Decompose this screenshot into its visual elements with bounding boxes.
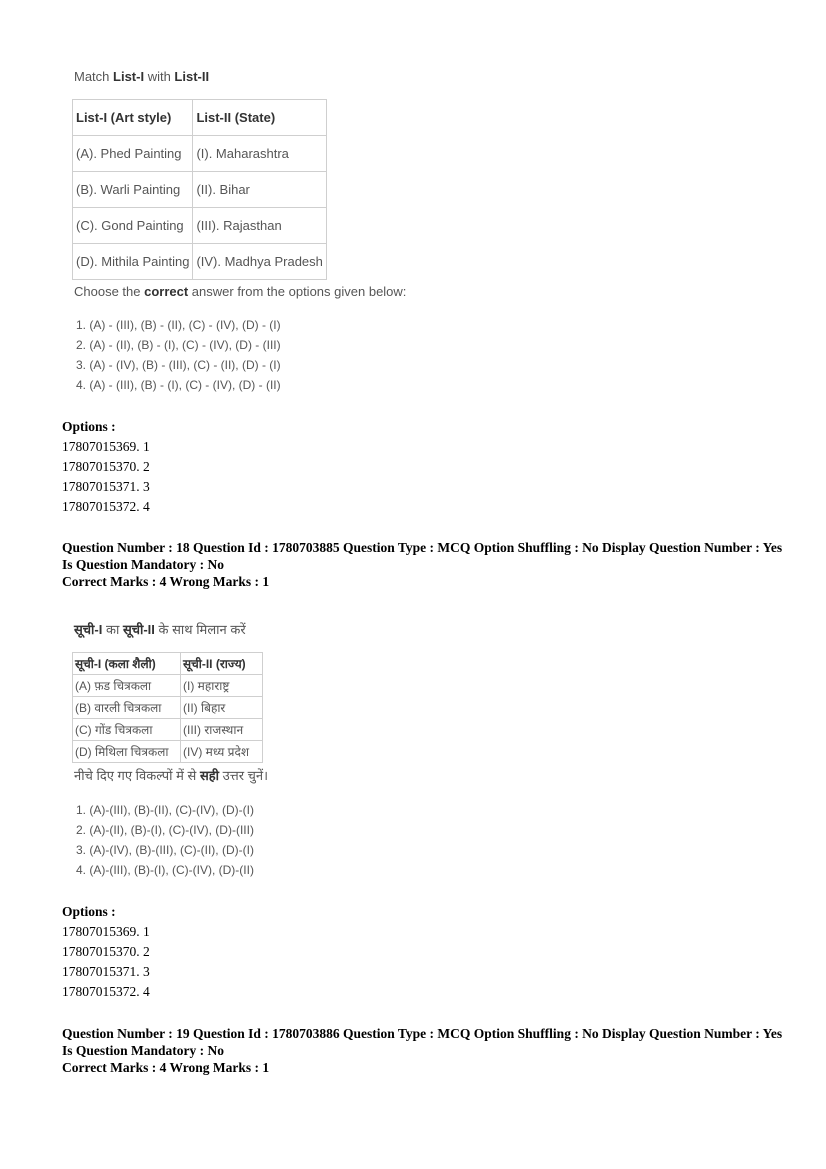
option-id-item: 17807015369. 1 bbox=[62, 924, 150, 939]
table-row bbox=[73, 697, 263, 719]
question-18-match-table bbox=[72, 652, 263, 763]
table-header-cell: सूची-II (राज्य) bbox=[181, 653, 263, 675]
answer-choice: 3. (A) - (IV), (B) - (III), (C) - (II), (D) - (I) bbox=[76, 358, 281, 372]
question-19-meta bbox=[62, 1025, 802, 1076]
answer-choice: 2. (A)-(II), (B)-(I), (C)-(IV), (D)-(III) bbox=[76, 823, 254, 837]
table-row bbox=[73, 208, 327, 244]
table-cell: (A) फ़ड चित्रकला bbox=[73, 675, 181, 697]
table-cell: (III). Rajasthan bbox=[193, 208, 326, 244]
answer-choice: 4. (A)-(III), (B)-(I), (C)-(IV), (D)-(II) bbox=[76, 863, 254, 877]
table-cell: (II). Bihar bbox=[193, 172, 326, 208]
table-cell: (D) मिथिला चित्रकला bbox=[73, 741, 181, 763]
question-mandatory: Is Question Mandatory : No bbox=[62, 557, 225, 572]
options-block bbox=[62, 902, 150, 1002]
table-row bbox=[73, 675, 263, 697]
question-marks: Correct Marks : 4 Wrong Marks : 1 bbox=[62, 574, 270, 589]
table-cell: (IV). Madhya Pradesh bbox=[193, 244, 326, 280]
table-header-row bbox=[73, 100, 327, 136]
table-row bbox=[73, 172, 327, 208]
answer-choice: 2. (A) - (II), (B) - (I), (C) - (IV), (D) - (III) bbox=[76, 338, 281, 352]
question-header: Question Number : 18 Question Id : 1780703885 Question Type : MCQ Option Shuffling : No Display Question Number : Yes bbox=[62, 540, 783, 555]
table-row bbox=[73, 741, 263, 763]
question-18-instruction: नीचे दिए गए विकल्पों में से सही उत्तर चुनें। bbox=[74, 768, 269, 783]
table-cell: (C) गोंड चित्रकला bbox=[73, 719, 181, 741]
table-header-cell: सूची-I (कला शैली) bbox=[73, 653, 181, 675]
question-marks: Correct Marks : 4 Wrong Marks : 1 bbox=[62, 1060, 270, 1075]
table-row bbox=[73, 136, 327, 172]
option-id-item: 17807015372. 4 bbox=[62, 499, 150, 514]
question-18-meta bbox=[62, 539, 802, 590]
question-17-instruction: Choose the correct answer from the options given below: bbox=[74, 284, 407, 299]
option-id-item: 17807015369. 1 bbox=[62, 439, 150, 454]
question-18-answer-choices bbox=[76, 800, 254, 880]
question-mandatory: Is Question Mandatory : No bbox=[62, 1043, 225, 1058]
table-cell: (I) महाराष्ट्र bbox=[181, 675, 263, 697]
option-id-item: 17807015370. 2 bbox=[62, 459, 150, 474]
table-cell: (C). Gond Painting bbox=[73, 208, 193, 244]
table-row bbox=[73, 244, 327, 280]
table-cell: (A). Phed Painting bbox=[73, 136, 193, 172]
option-id-item: 17807015371. 3 bbox=[62, 479, 150, 494]
answer-choice: 1. (A)-(III), (B)-(II), (C)-(IV), (D)-(I) bbox=[76, 803, 254, 817]
question-17-answer-choices bbox=[76, 315, 281, 395]
table-header-cell: List-II (State) bbox=[193, 100, 326, 136]
table-cell: (D). Mithila Painting bbox=[73, 244, 193, 280]
option-id-item: 17807015371. 3 bbox=[62, 964, 150, 979]
table-header-row bbox=[73, 653, 263, 675]
question-17-match-table bbox=[72, 99, 327, 280]
options-label: Options : bbox=[62, 419, 116, 434]
table-cell: (IV) मध्य प्रदेश bbox=[181, 741, 263, 763]
table-cell: (B). Warli Painting bbox=[73, 172, 193, 208]
table-cell: (III) राजस्थान bbox=[181, 719, 263, 741]
options-block bbox=[62, 417, 150, 517]
answer-choice: 1. (A) - (III), (B) - (II), (C) - (IV), (D) - (I) bbox=[76, 318, 281, 332]
answer-choice: 4. (A) - (III), (B) - (I), (C) - (IV), (D) - (II) bbox=[76, 378, 281, 392]
question-18-intro: सूची-I का सूची-II के साथ मिलान करें bbox=[74, 622, 246, 637]
option-id-item: 17807015370. 2 bbox=[62, 944, 150, 959]
table-row bbox=[73, 719, 263, 741]
question-header: Question Number : 19 Question Id : 1780703886 Question Type : MCQ Option Shuffling : No Display Question Number : Yes bbox=[62, 1026, 783, 1041]
table-header-cell: List-I (Art style) bbox=[73, 100, 193, 136]
answer-choice: 3. (A)-(IV), (B)-(III), (C)-(II), (D)-(I) bbox=[76, 843, 254, 857]
options-label: Options : bbox=[62, 904, 116, 919]
table-cell: (II) बिहार bbox=[181, 697, 263, 719]
option-id-item: 17807015372. 4 bbox=[62, 984, 150, 999]
table-cell: (I). Maharashtra bbox=[193, 136, 326, 172]
table-cell: (B) वारली चित्रकला bbox=[73, 697, 181, 719]
question-17-intro: Match List-I with List-II bbox=[74, 69, 210, 84]
